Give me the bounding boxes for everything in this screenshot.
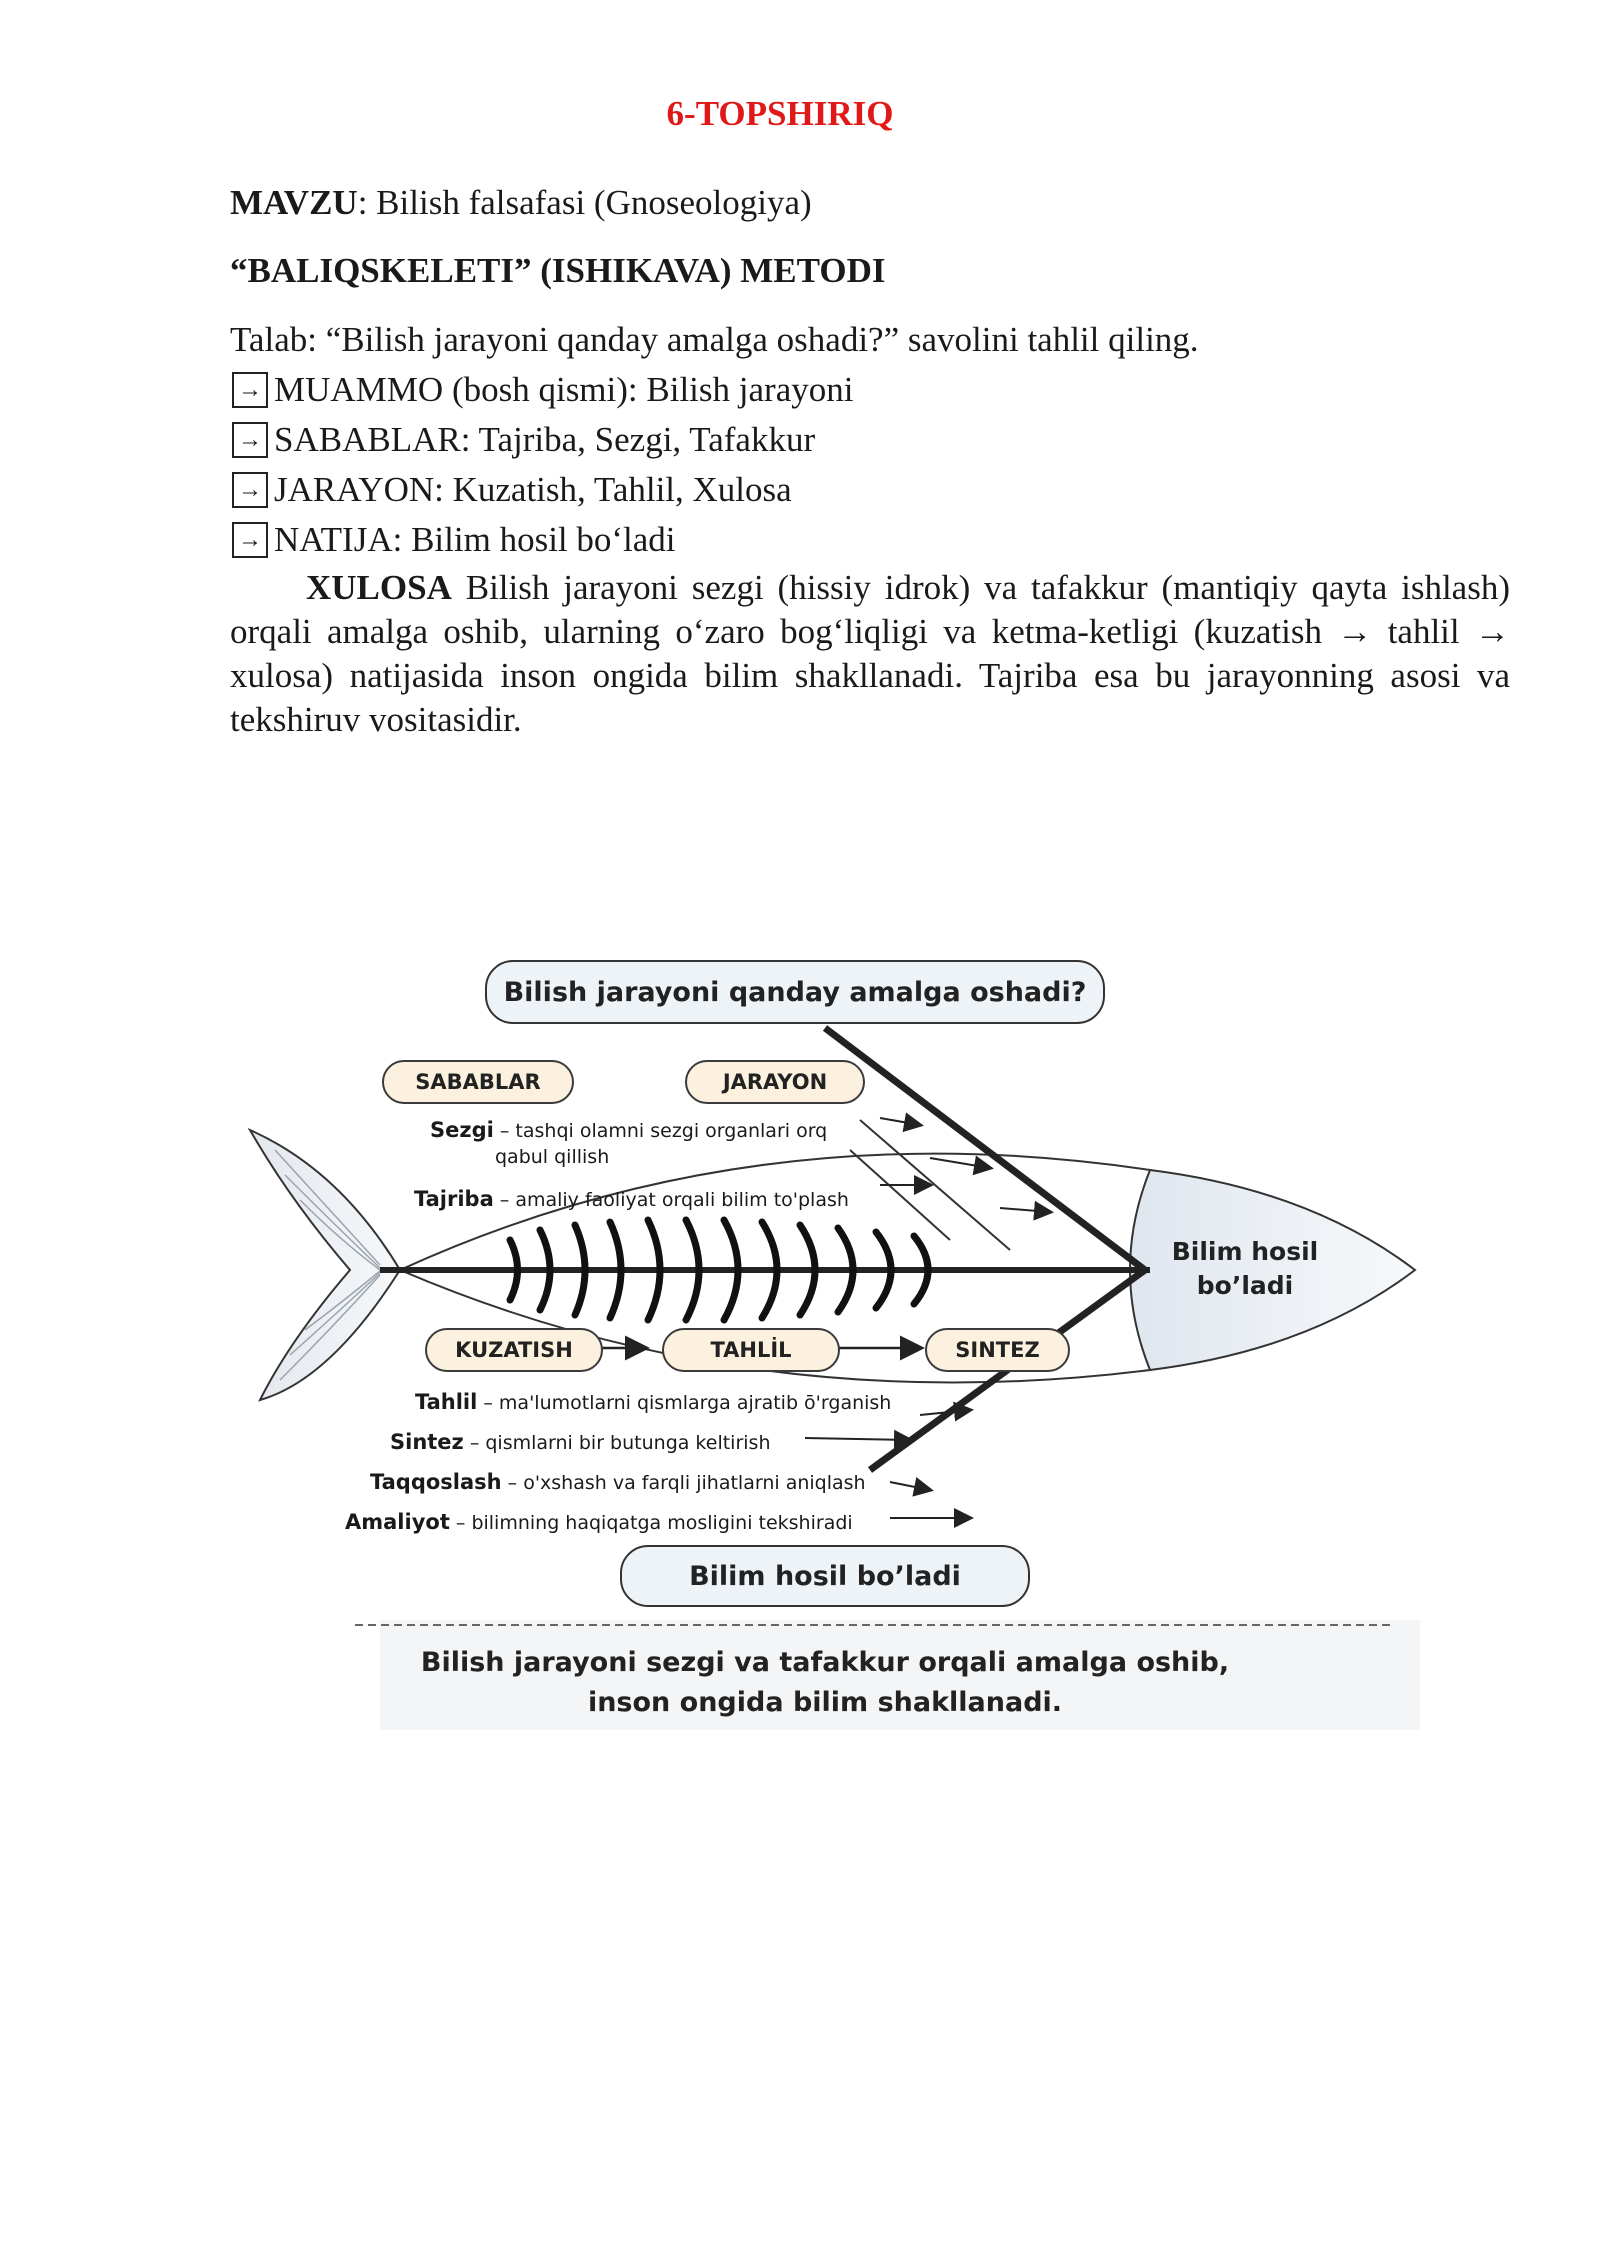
taqqoslash-description: Taqqoslash – o'xshash va farqli jihatlarni aniqlash [370, 1470, 866, 1494]
list-item-text: MUAMMO (bosh qismi): Bilish jarayoni [274, 370, 854, 409]
diagram-caption: Bilish jarayoni sezgi va tafakkur orqali amalga oshib, inson ongida bilim shakllanadi. [420, 1647, 1230, 1718]
amaliyot-description: Amaliyot – bilimning haqiqatga mosligini tekshiradi [345, 1510, 853, 1534]
topic-text: : Bilish falsafasi (Gnoseologiya) [357, 183, 812, 222]
tahlil-description: Tahlil – ma'lumotlarni qismlarga ajratib ō'rganish [415, 1390, 892, 1414]
tajriba-description: Tajriba – amaliy faoliyat orqali bilim to'plash [414, 1187, 849, 1211]
tahlil-label: TAHLİL [662, 1328, 840, 1372]
conclusion-label: XULOSA [306, 568, 452, 607]
method-heading: “BALIQSKELETI” (ISHIKAVA) METODI [230, 251, 886, 290]
topic-line [230, 183, 812, 223]
sezgi-description-cont: qabul qillish [495, 1146, 610, 1168]
list-item-text: NATIJA: Bilim hosil bo‘ladi [274, 520, 676, 559]
result-pill: Bilim hosil bo’ladi [620, 1545, 1030, 1607]
head-result-text: Bilim hosil bo’ladi [1171, 1237, 1319, 1300]
topic-label: MAVZU [230, 183, 358, 222]
arrow-box-icon: → [232, 372, 268, 408]
list-item [232, 420, 815, 460]
arrow-box-icon: → [232, 472, 268, 508]
conclusion-paragraph [230, 566, 1510, 742]
sezgi-description: Sezgi – tashqi olamni sezgi organlari orq [430, 1118, 828, 1142]
kuzatish-label: KUZATISH [425, 1328, 603, 1372]
list-item [232, 370, 853, 410]
requirement-line: Talab: “Bilish jarayoni qanday amalga oshadi?” savolini tahlil qiling. [230, 320, 1199, 359]
fishbone-diagram [230, 950, 1420, 1790]
task-title: 6-TOPSHIRIQ [666, 94, 894, 133]
lower-arrows [805, 1410, 970, 1518]
arrow-box-icon: → [232, 522, 268, 558]
list-item [232, 470, 792, 510]
jarayon-label: JARAYON [685, 1060, 865, 1104]
sintez-label: SINTEZ [925, 1328, 1070, 1372]
arrow-box-icon: → [232, 422, 268, 458]
list-item-text: SABABLAR: Tajriba, Sezgi, Tafakkur [274, 420, 816, 459]
list-item [232, 520, 676, 560]
question-pill: Bilish jarayoni qanday amalga oshadi? [485, 960, 1105, 1024]
sintez-description: Sintez – qismlarni bir butunga keltirish [390, 1430, 771, 1454]
conclusion-text: Bilish jarayoni sezgi (hissiy idrok) va tafakkur (mantiqiy qayta ishlash) orqali amalga oshib, ularning o‘zaro bog‘liqligi va ketma-ketligi (kuzatish → tahlil → xulosa) natijasida inson ongida bilim shakllanadi. Tajriba esa bu jarayonning asosi va tekshiruv vositasidir. [230, 568, 1510, 739]
sabablar-label: SABABLAR [382, 1060, 574, 1104]
list-item-text: JARAYON: Kuzatish, Tahlil, Xulosa [274, 470, 792, 509]
